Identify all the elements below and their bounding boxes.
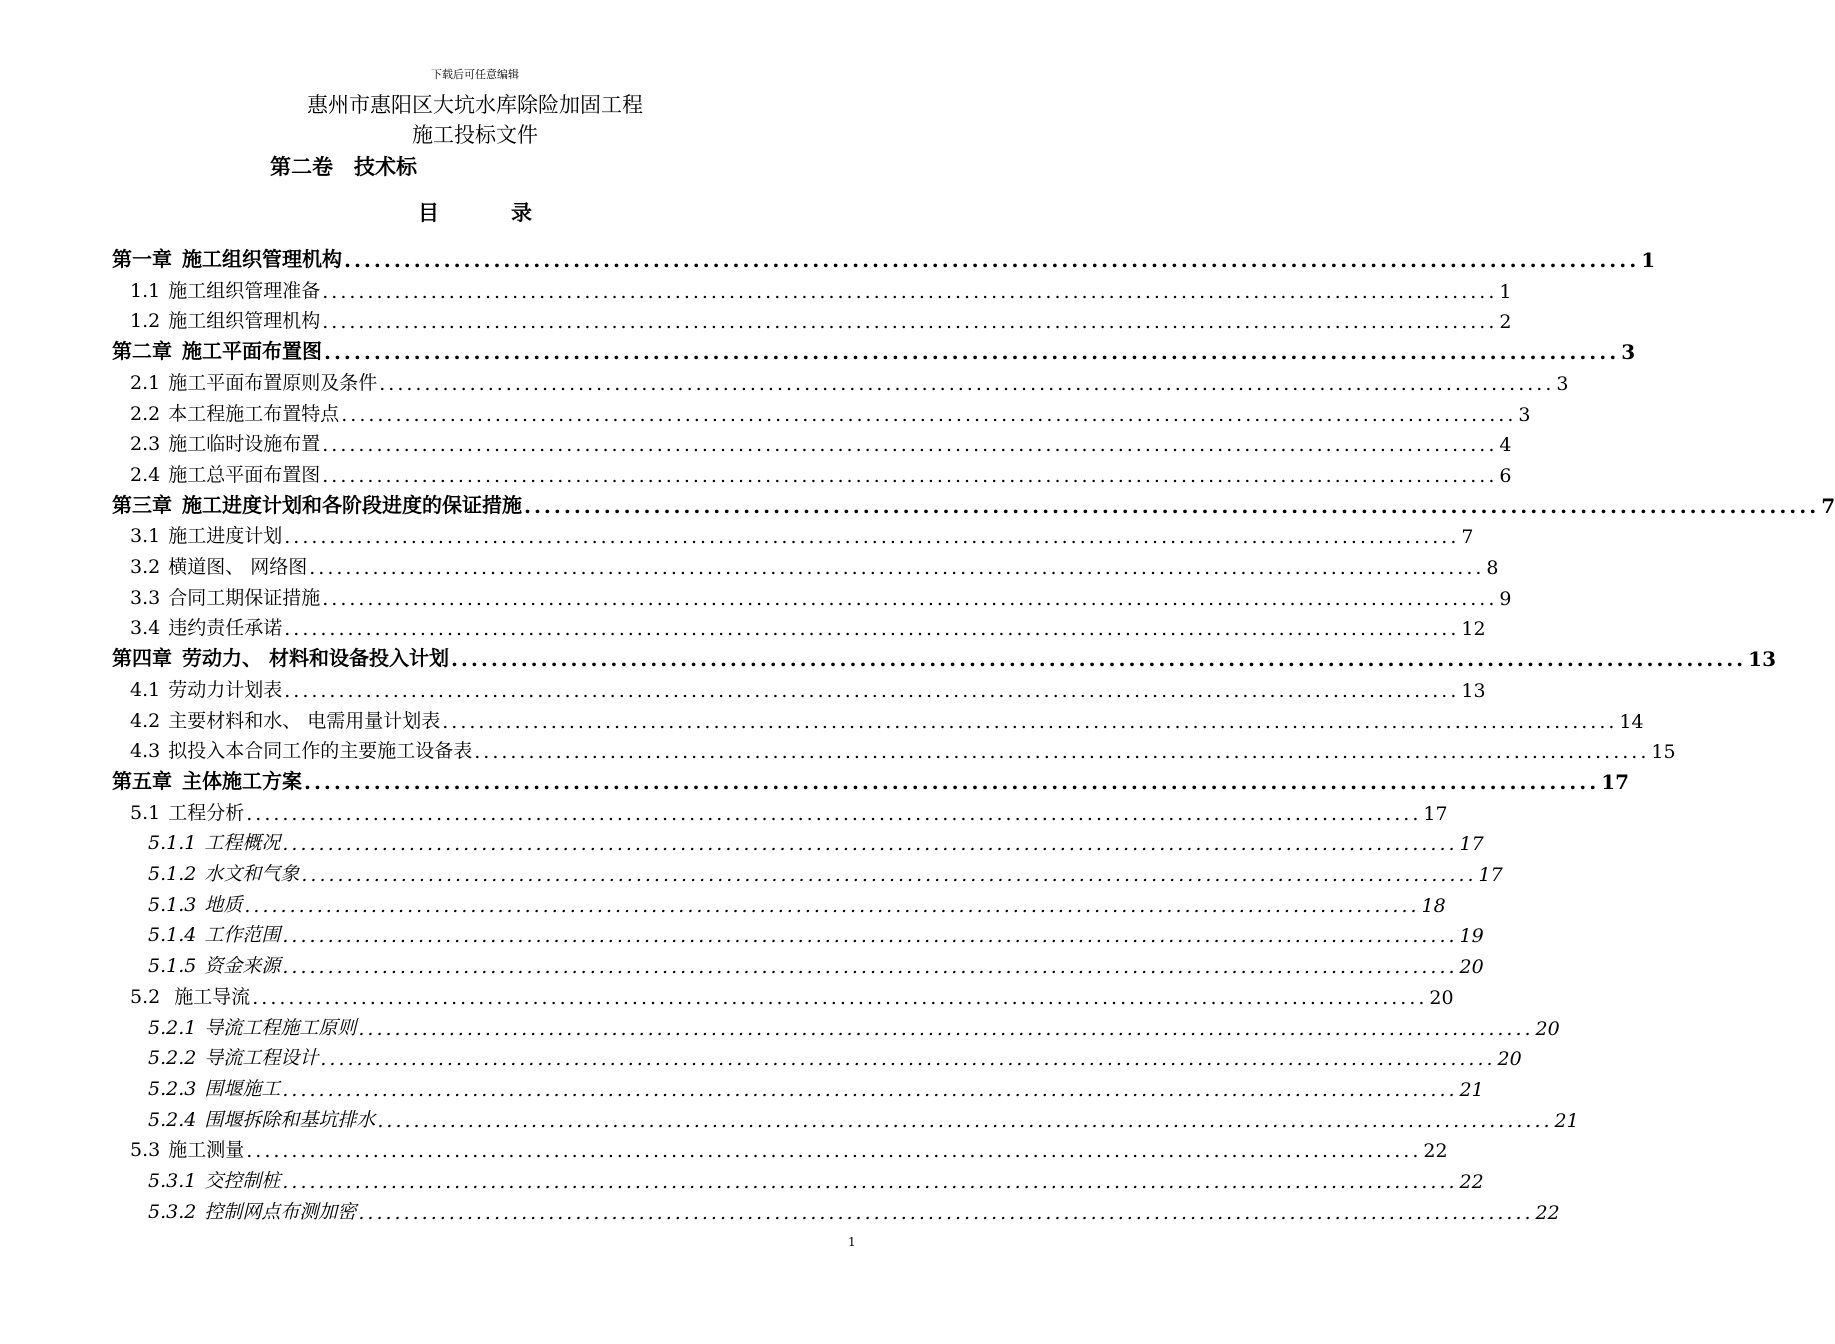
toc-entry-title: 施工进度计划 [168, 525, 283, 547]
toc-entry-label [130, 552, 307, 579]
toc-entry-title: 施工总平面布置图 [168, 464, 321, 486]
toc-entry-number: 3.4 [130, 617, 161, 639]
toc-entry-subsection[interactable] [148, 1194, 1560, 1224]
toc-entry-page: 14 [1619, 711, 1644, 733]
toc-leader-dots: .................................................................................................................................. [524, 494, 1820, 518]
toc-entry-title: 水文和气象 [204, 863, 300, 885]
toc-leader-dots: .................................................................................................................................. [284, 680, 1460, 702]
toc-entry-title: 横道图、 网络图 [168, 556, 308, 578]
toc-entry-label [148, 1105, 375, 1132]
toc-leader-dots: .................................................................................................................................. [244, 895, 1420, 917]
toc-entry-section[interactable] [130, 580, 1512, 610]
toc-entry-title: 劳动力、 材料和设备投入计划 [182, 646, 449, 670]
toc-entry-label [130, 736, 472, 763]
toc-entry-number: 5.3.1 [148, 1170, 197, 1192]
toc-entry-page: 21 [1554, 1110, 1579, 1132]
toc-entry-label [130, 675, 282, 702]
toc-entry-title: 施工平面布置原则及条件 [168, 372, 378, 394]
toc-entry-section[interactable] [130, 426, 1512, 456]
toc-entry-section[interactable] [130, 518, 1474, 548]
toc-entry-number: 3.3 [130, 587, 161, 609]
toc-entry-label [130, 368, 377, 395]
toc-entry-number: 5.2.1 [148, 1017, 197, 1039]
toc-entry-section[interactable] [130, 703, 1644, 733]
toc-leader-dots: .................................................................................................................................. [358, 1018, 1534, 1040]
toc-entry-title: 劳动力计划表 [168, 679, 283, 701]
toc-entry-number: 第三章 [112, 493, 172, 517]
toc-leader-dots: .................................................................................................................................. [377, 1110, 1553, 1132]
toc-entry-page: 20 [1459, 956, 1484, 978]
toc-leader-dots: .................................................................................................................................. [344, 248, 1640, 272]
toc-heading-left: 目 [418, 201, 439, 225]
toc-entry-section[interactable] [130, 795, 1448, 825]
toc-entry-number: 1.1 [130, 280, 161, 302]
toc-leader-dots: .................................................................................................................................. [341, 404, 1517, 426]
toc-entry-label [130, 798, 244, 825]
toc-entry-title: 施工临时设施布置 [168, 433, 321, 455]
toc-entry-number: 5.3.2 [148, 1201, 197, 1223]
toc-entry-title: 地质 [204, 894, 243, 916]
toc-entry-number: 4.1 [130, 679, 161, 701]
toc-leader-dots: .................................................................................................................................. [304, 770, 1600, 794]
toc-entry-page: 22 [1423, 1140, 1448, 1162]
toc-entry-chapter[interactable] [112, 488, 1835, 518]
toc-entry-section[interactable] [130, 457, 1512, 487]
toc-entry-page: 17 [1423, 803, 1448, 825]
toc-entry-subsection[interactable] [148, 1071, 1484, 1101]
toc-entry-number: 5.1.2 [148, 863, 197, 885]
toc-entry-number: 5.2.2 [148, 1047, 197, 1069]
toc-entry-title: 导流工程施工原则 [204, 1017, 357, 1039]
toc-entry-title: 施工组织管理机构 [168, 310, 321, 332]
toc-entry-title: 主体施工方案 [182, 769, 302, 793]
toc-entry-subsection[interactable] [148, 1163, 1484, 1193]
toc-entry-title: 工作范围 [204, 924, 281, 946]
toc-entry-number: 第五章 [112, 769, 172, 793]
toc-entry-label [148, 1166, 280, 1193]
volume-title: 第二卷 技术标 [270, 155, 417, 179]
toc-entry-number: 第四章 [112, 646, 172, 670]
toc-entry-title: 施工进度计划和各阶段进度的保证措施 [182, 493, 522, 517]
toc-entry-section[interactable] [130, 979, 1454, 1009]
toc-entry-number: 5.1.1 [148, 832, 197, 854]
toc-entry-subsection[interactable] [148, 1102, 1579, 1132]
toc-entry-number: 2.4 [130, 464, 161, 486]
toc-entry-title: 工程分析 [168, 802, 245, 824]
header-note: 下载后可任意编辑 [431, 68, 519, 81]
toc-entry-subsection[interactable] [148, 825, 1484, 855]
toc-entry-page: 13 [1748, 647, 1776, 671]
toc-leader-dots: .................................................................................................................................. [322, 434, 1498, 456]
toc-entry-number: 1.2 [130, 310, 161, 332]
toc-entry-number: 5.2 [130, 986, 161, 1008]
toc-entry-subsection[interactable] [148, 948, 1484, 978]
toc-leader-dots: .................................................................................................................................. [322, 281, 1498, 303]
toc-entry-label [148, 859, 299, 886]
toc-entry-page: 22 [1459, 1171, 1484, 1193]
toc-entry-section[interactable] [130, 549, 1499, 579]
toc-entry-title: 本工程施工布置特点 [168, 403, 340, 425]
toc-entry-label [130, 399, 339, 426]
toc-entry-number: 4.2 [130, 710, 161, 732]
toc-entry-number: 4.3 [130, 740, 161, 762]
toc-entry-subsection[interactable] [148, 1040, 1522, 1070]
toc-leader-dots: .................................................................................................................................. [282, 956, 1458, 978]
toc-entry-number: 5.3 [130, 1139, 161, 1161]
toc-entry-title: 交控制桩 [204, 1170, 281, 1192]
toc-entry-number: 5.2.3 [148, 1078, 197, 1100]
toc-entry-number: 2.1 [130, 372, 161, 394]
toc-entry-label [148, 920, 280, 947]
toc-entry-page: 20 [1497, 1048, 1522, 1070]
toc-entry-label [112, 642, 449, 671]
toc-entry-number: 5.2.4 [148, 1109, 197, 1131]
toc-entry-label [148, 1074, 280, 1101]
toc-entry-page: 9 [1499, 588, 1512, 610]
toc-entry-label [112, 335, 322, 364]
toc-entry-section[interactable] [130, 273, 1512, 303]
toc-entry-subsection[interactable] [148, 1010, 1560, 1040]
toc-entry-section[interactable] [130, 1132, 1448, 1162]
toc-entry-subsection[interactable] [148, 856, 1503, 886]
toc-entry-number: 第一章 [112, 247, 172, 271]
toc-entry-page: 17 [1478, 864, 1503, 886]
toc-entry-page: 15 [1651, 741, 1676, 763]
toc-entry-label [148, 1013, 356, 1040]
toc-entry-label [130, 276, 320, 303]
toc-entry-title: 合同工期保证措施 [168, 587, 321, 609]
toc-entry-number: 3.2 [130, 556, 161, 578]
toc-leader-dots: .................................................................................................................................. [301, 864, 1477, 886]
toc-entry-page: 20 [1429, 987, 1454, 1009]
toc-entry-page: 8 [1486, 557, 1499, 579]
toc-leader-dots: .................................................................................................................................. [320, 1048, 1496, 1070]
toc-entry-label [112, 243, 342, 272]
toc-entry-section[interactable] [130, 672, 1486, 702]
toc-leader-dots: .................................................................................................................................. [282, 1079, 1458, 1101]
toc-entry-label [130, 583, 320, 610]
toc-entry-page: 3 [1518, 404, 1531, 426]
document-subtitle: 施工投标文件 [412, 123, 538, 147]
toc-entry-page: 6 [1499, 465, 1512, 487]
toc-entry-chapter[interactable] [112, 334, 1636, 364]
toc-entry-subsection[interactable] [148, 917, 1484, 947]
toc-leader-dots: .................................................................................................................................. [282, 833, 1458, 855]
toc-entry-title: 工程概况 [204, 832, 281, 854]
toc-entry-label [130, 706, 440, 733]
toc-leader-dots: .................................................................................................................................. [309, 557, 1485, 579]
toc-entry-page: 7 [1461, 526, 1474, 548]
toc-entry-label [130, 460, 320, 487]
toc-entry-number: 5.1.5 [148, 955, 197, 977]
toc-entry-section[interactable] [130, 610, 1486, 640]
toc-entry-section[interactable] [130, 396, 1531, 426]
toc-entry-title: 围堰拆除和基坑排水 [204, 1109, 376, 1131]
toc-entry-title: 施工组织管理准备 [168, 280, 321, 302]
toc-entry-page: 17 [1459, 833, 1484, 855]
toc-entry-page: 17 [1601, 770, 1630, 794]
toc-entry-label [130, 613, 282, 640]
toc-entry-number: 3.1 [130, 525, 161, 547]
toc-entry-number: 5.1.3 [148, 894, 197, 916]
toc-entry-page: 22 [1535, 1202, 1560, 1224]
toc-leader-dots: .................................................................................................................................. [322, 588, 1498, 610]
toc-leader-dots: .................................................................................................................................. [246, 803, 1422, 825]
toc-entry-title: 违约责任承诺 [168, 617, 283, 639]
toc-entry-page: 4 [1499, 434, 1512, 456]
document-title: 惠州市惠阳区大坑水库除险加固工程 [307, 93, 643, 117]
toc-entry-page: 13 [1461, 680, 1486, 702]
footer-page-number: 1 [848, 1235, 856, 1249]
toc-entry-page: 20 [1535, 1018, 1560, 1040]
toc-entry-title: 控制网点布测加密 [204, 1201, 357, 1223]
toc-leader-dots: .................................................................................................................................. [284, 526, 1460, 548]
toc-entry-page: 7 [1821, 494, 1835, 518]
toc-entry-number: 2.2 [130, 403, 161, 425]
toc-entry-label [130, 1135, 244, 1162]
toc-entry-number: 5.1.4 [148, 924, 197, 946]
toc-entry-chapter[interactable] [112, 641, 1776, 671]
toc-entry-title: 施工测量 [168, 1139, 245, 1161]
toc-entry-page: 19 [1459, 925, 1484, 947]
toc-entry-label [130, 521, 282, 548]
toc-leader-dots: .................................................................................................................................. [282, 1171, 1458, 1193]
toc-entry-label [148, 828, 280, 855]
toc-entry-section[interactable] [130, 365, 1569, 395]
toc-entry-title: 施工平面布置图 [182, 339, 322, 363]
toc-leader-dots: .................................................................................................................................. [474, 741, 1650, 763]
toc-leader-dots: .................................................................................................................................. [324, 340, 1620, 364]
toc-entry-page: 1 [1641, 248, 1656, 272]
toc-entry-page: 2 [1499, 311, 1512, 333]
toc-entry-chapter[interactable] [112, 242, 1656, 272]
toc-entry-number: 2.3 [130, 433, 161, 455]
toc-entry-title: 施工导流 [168, 986, 251, 1008]
toc-entry-section[interactable] [130, 303, 1512, 333]
toc-entry-label [112, 489, 522, 518]
toc-entry-label [148, 890, 242, 917]
toc-heading-right: 录 [511, 201, 532, 225]
toc-entry-label [148, 951, 280, 978]
toc-entry-title: 拟投入本合同工作的主要施工设备表 [168, 740, 473, 762]
toc-entry-page: 3 [1556, 373, 1569, 395]
toc-entry-page: 1 [1499, 281, 1512, 303]
toc-entry-title: 围堰施工 [204, 1078, 281, 1100]
toc-leader-dots: .................................................................................................................................. [282, 925, 1458, 947]
toc-entry-page: 3 [1621, 340, 1636, 364]
toc-entry-label [112, 765, 302, 794]
toc-leader-dots: .................................................................................................................................. [442, 711, 1618, 733]
toc-leader-dots: .................................................................................................................................. [322, 311, 1498, 333]
toc-entry-title: 主要材料和水、 电需用量计划表 [168, 710, 441, 732]
toc-leader-dots: .................................................................................................................................. [252, 987, 1428, 1009]
toc-entry-title: 导流工程设计 [204, 1047, 319, 1069]
toc-entry-label [148, 1197, 356, 1224]
toc-leader-dots: .................................................................................................................................. [246, 1140, 1422, 1162]
toc-entry-label [130, 306, 320, 333]
toc-heading [0, 197, 950, 227]
toc-entry-page: 18 [1421, 895, 1446, 917]
toc-entry-page: 21 [1459, 1079, 1484, 1101]
toc-entry-chapter[interactable] [112, 764, 1630, 794]
toc-leader-dots: .................................................................................................................................. [379, 373, 1555, 395]
toc-entry-number: 5.1 [130, 802, 161, 824]
toc-leader-dots: .................................................................................................................................. [358, 1202, 1534, 1224]
toc-entry-label [148, 1043, 318, 1070]
toc-entry-number: 第二章 [112, 339, 172, 363]
toc-entry-title: 资金来源 [204, 955, 281, 977]
toc-entry-label [130, 982, 250, 1009]
toc-leader-dots: .................................................................................................................................. [284, 618, 1460, 640]
toc-leader-dots: .................................................................................................................................. [450, 647, 1747, 671]
toc-entry-title: 施工组织管理机构 [182, 247, 342, 271]
toc-entry-page: 12 [1461, 618, 1486, 640]
toc-leader-dots: .................................................................................................................................. [322, 465, 1498, 487]
toc-entry-label [130, 429, 320, 456]
toc-entry-section[interactable] [130, 733, 1676, 763]
toc-entry-subsection[interactable] [148, 887, 1446, 917]
